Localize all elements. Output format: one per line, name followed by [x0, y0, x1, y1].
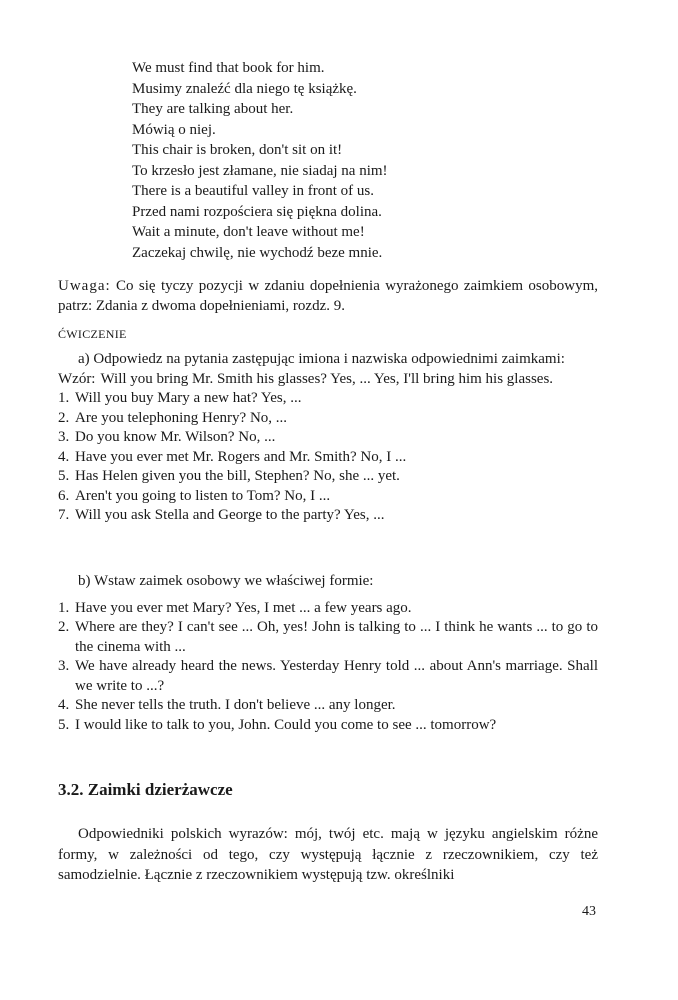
list-item: [58, 487, 598, 507]
item-number: 6.: [58, 487, 70, 504]
task-b: [58, 572, 598, 735]
item-text: Have you ever met Mary? Yes, I met ... a few years ago.: [75, 599, 412, 616]
example-line: Zaczekaj chwilę, nie wychodź beze mnie.: [132, 244, 383, 261]
item-number: 7.: [58, 507, 70, 523]
item-text: Aren't you going to listen to Tom? No, I ...: [75, 487, 331, 504]
model-label: Wzór:: [58, 370, 96, 387]
model-answer: [58, 370, 598, 390]
item-text: Do you know Mr. Wilson? No, ...: [75, 429, 276, 445]
example-line: They are talking about her.: [132, 101, 294, 117]
task-a: [58, 350, 598, 526]
exercise-title: ĆWICZENIE: [58, 327, 127, 341]
example-line: We must find that book for him.: [132, 60, 325, 76]
list-item: [58, 409, 598, 429]
list-item: [58, 599, 598, 619]
example-line: To krzesło jest złamane, nie siadaj na nim!: [132, 162, 388, 179]
page-number: 43: [582, 904, 596, 919]
note-lead: Uwaga:: [58, 278, 111, 294]
item-text: Will you buy Mary a new hat? Yes, ...: [75, 390, 302, 406]
item-number: 1.: [58, 599, 70, 616]
item-number: 5.: [58, 716, 70, 733]
example-line: This chair is broken, don't sit on it!: [132, 142, 343, 158]
task-a-instruction: a) Odpowiedz na pytania zastępując imiona i nazwiska odpowiednimi zaimkami:: [78, 351, 565, 367]
section-heading: 3.2. Zaimki dzierżawcze: [58, 780, 233, 799]
example-line: There is a beautiful valley in front of us.: [132, 183, 375, 199]
list-item: [58, 448, 598, 468]
task-b-instruction: b) Wstaw zaimek osobowy we właściwej formie:: [78, 573, 374, 589]
list-item: [58, 716, 598, 736]
body-paragraph: Odpowiedniki polskich wyrazów: mój, twój etc. mają w języku angielskim różne formy, w zależności od tego, czy występują łącznie z rzeczownikiem, czy też samodzielnie. Łącznie z rzeczownikiem występują tzw. określniki: [58, 826, 598, 883]
example-line: Mówią o niej.: [132, 121, 216, 138]
task-b-list: [58, 599, 598, 736]
example-line: Wait a minute, don't leave without me!: [132, 224, 365, 240]
item-number: 3.: [58, 658, 70, 674]
item-text: Has Helen given you the bill, Stephen? No, she ... yet.: [75, 468, 400, 484]
list-item: [58, 506, 598, 526]
item-text: She never tells the truth. I don't believe ... any longer.: [75, 697, 396, 713]
item-text: Where are they? I can't see ... Oh, yes! John is talking to ... I think he wants ... to go to the cinema with ...: [75, 619, 598, 655]
list-item: [58, 696, 598, 716]
note-paragraph: [58, 276, 598, 316]
item-text: Have you ever met Mr. Rogers and Mr. Smith? No, I ...: [75, 448, 407, 465]
note-text: Co się tyczy pozycji w zdaniu dopełnienia wyrażonego zaimkiem osobowym, patrz: Zdania z dwoma dopełnieniami, rozdz. 9.: [58, 278, 598, 314]
list-item: [58, 618, 598, 657]
example-line: Przed nami rozpościera się piękna dolina.: [132, 203, 382, 220]
list-item: [58, 467, 598, 487]
item-number: 3.: [58, 429, 70, 445]
item-number: 2.: [58, 619, 70, 635]
item-number: 4.: [58, 448, 70, 465]
example-sentences: [132, 58, 602, 263]
item-number: 1.: [58, 390, 70, 406]
model-text: Will you bring Mr. Smith his glasses? Yes, ... Yes, I'll bring him his glasses.: [100, 370, 554, 387]
item-number: 5.: [58, 468, 70, 484]
item-number: 2.: [58, 409, 70, 426]
list-item: [58, 657, 598, 696]
list-item: [58, 389, 598, 409]
item-text: We have already heard the news. Yesterday Henry told ... about Ann's marriage. Shall we write to ...?: [75, 658, 598, 694]
list-item: [58, 428, 598, 448]
item-number: 4.: [58, 697, 70, 713]
example-line: Musimy znaleźć dla niego tę książkę.: [132, 80, 357, 97]
item-text: Will you ask Stella and George to the party? Yes, ...: [75, 507, 385, 523]
task-a-list: [58, 389, 598, 526]
item-text: Are you telephoning Henry? No, ...: [75, 409, 288, 426]
item-text: I would like to talk to you, John. Could you come to see ... tomorrow?: [75, 716, 497, 733]
